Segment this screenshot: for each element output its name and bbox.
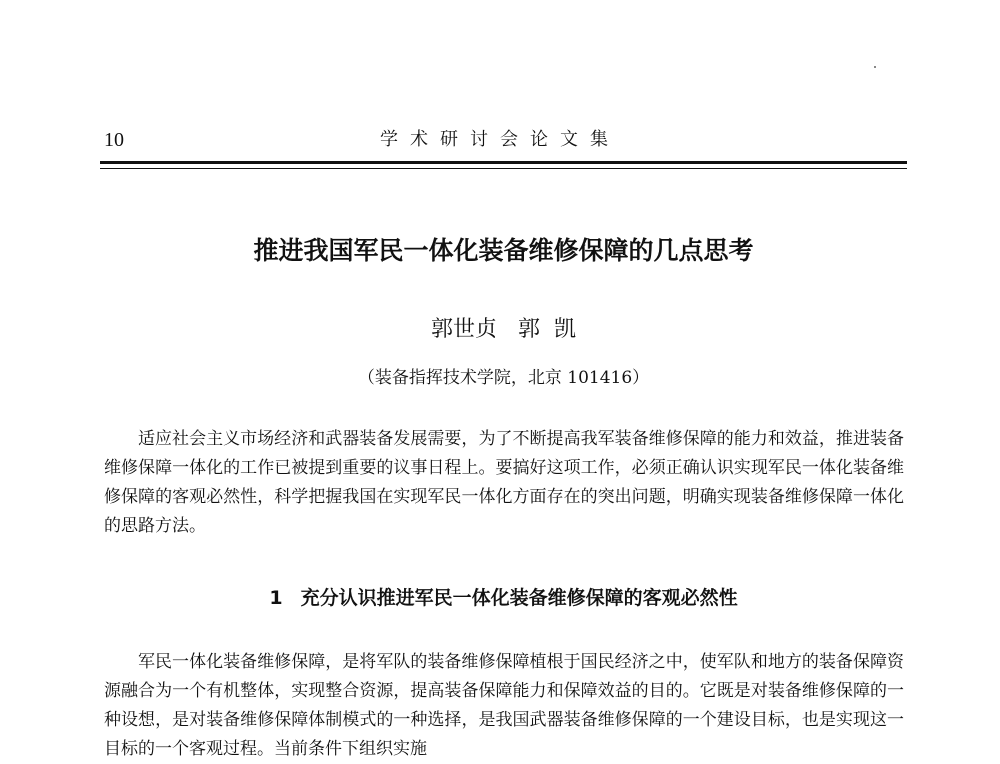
section-title: 充分认识推进军民一体化装备维修保障的客观必然性	[300, 587, 738, 609]
intro-paragraph: 适应社会主义市场经济和武器装备发展需要，为了不断提高我军装备维修保障的能力和效益，推进装备维修保障一体化的工作已被提到重要的议事日程上。要搞好这项工作，必须正确认识实现军民一体化装备维修保障的客观必然性，科学把握我国在实现军民一体化方面存在的突出问题，明确实现装备维修保障一体化的思路方法。	[104, 429, 904, 536]
article-title: 推进我国军民一体化装备维修保障的几点思考	[253, 236, 754, 265]
section-number: 1	[269, 587, 283, 609]
article-authors: 郭世贞 郭 凯	[431, 317, 576, 342]
scan-speck	[874, 66, 876, 68]
article-affiliation: （装备指挥技术学院，北京 101416）	[357, 368, 650, 388]
section-heading	[100, 584, 907, 612]
page-number: 10	[104, 129, 124, 151]
header-rule-thick	[100, 161, 907, 164]
section-paragraph: 军民一体化装备维修保障，是将军队的装备维修保障植根于国民经济之中，使军队和地方的装备保障资源融合为一个有机整体，实现整合资源，提高装备保障能力和保障效益的目的。它既是对装备维修保障的一种设想，是对装备维修保障体制模式的一种选择，是我国武器装备维修保障的一个建设目标，也是实现这一目标的一个客观过程。当前条件下组织实施	[104, 652, 904, 759]
header-rule-thin	[100, 168, 907, 169]
running-head: 学术研讨会论文集	[380, 129, 620, 150]
